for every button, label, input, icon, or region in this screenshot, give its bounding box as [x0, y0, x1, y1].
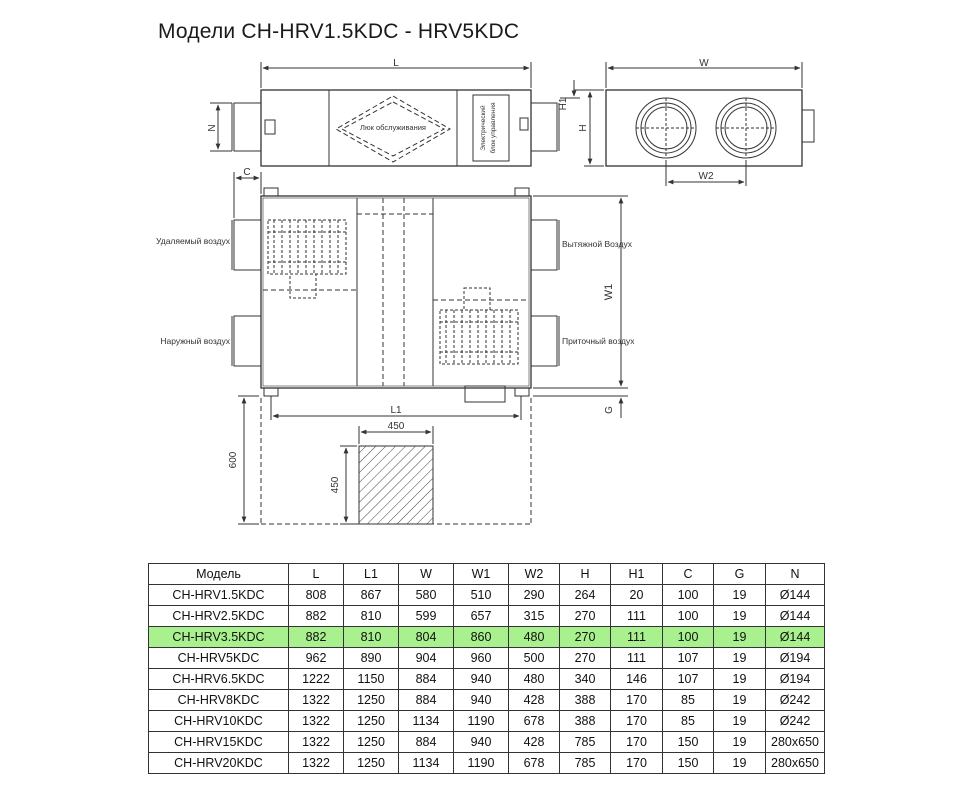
value-cell: 884 [399, 690, 454, 711]
value-cell: 860 [454, 627, 509, 648]
value-cell: 85 [663, 711, 714, 732]
value-cell: 810 [344, 627, 399, 648]
model-cell: CH-HRV5KDC [149, 648, 289, 669]
table-body [149, 585, 825, 774]
control-box-label-2: блок управления [490, 102, 497, 154]
value-cell: 1190 [454, 711, 509, 732]
model-cell: CH-HRV2.5KDC [149, 606, 289, 627]
dim-g: G [604, 406, 615, 414]
value-cell: 940 [454, 690, 509, 711]
header-cell: N [766, 564, 825, 585]
header-cell: Модель [149, 564, 289, 585]
header-cell: L1 [344, 564, 399, 585]
value-cell: 107 [663, 669, 714, 690]
value-cell: 150 [663, 753, 714, 774]
end-view [560, 62, 814, 186]
value-cell: 19 [714, 669, 766, 690]
dim-600: 600 [228, 451, 239, 469]
value-cell: 480 [509, 669, 560, 690]
value-cell: 1250 [344, 711, 399, 732]
left-duct [234, 103, 261, 151]
dim-w2: W2 [698, 171, 714, 182]
value-cell: 264 [560, 585, 611, 606]
value-cell: 170 [611, 732, 663, 753]
value-cell: 280x650 [766, 732, 825, 753]
duct-supply-out [531, 316, 557, 366]
dim-h1: H1 [558, 97, 569, 111]
value-cell: 657 [454, 606, 509, 627]
model-cell: CH-HRV8KDC [149, 690, 289, 711]
dim-n: N [207, 124, 218, 132]
value-cell: 940 [454, 669, 509, 690]
value-cell: 388 [560, 690, 611, 711]
value-cell: 270 [560, 606, 611, 627]
right-duct [531, 103, 557, 151]
value-cell: 150 [663, 732, 714, 753]
value-cell: 1222 [289, 669, 344, 690]
value-cell: 170 [611, 690, 663, 711]
value-cell: 1322 [289, 711, 344, 732]
value-cell: 19 [714, 711, 766, 732]
value-cell: 107 [663, 648, 714, 669]
dim-h: H [578, 124, 589, 132]
table-header-row [149, 564, 825, 585]
value-cell: Ø194 [766, 669, 825, 690]
value-cell: 884 [399, 669, 454, 690]
duct-circle-left [636, 98, 696, 158]
value-cell: 290 [509, 585, 560, 606]
value-cell: 19 [714, 732, 766, 753]
value-cell: 340 [560, 669, 611, 690]
dim-c: C [243, 167, 251, 178]
value-cell: 428 [509, 690, 560, 711]
table-row [149, 627, 825, 648]
value-cell: 1150 [344, 669, 399, 690]
header-cell: G [714, 564, 766, 585]
duct-circle-right [716, 98, 776, 158]
value-cell: 280x650 [766, 753, 825, 774]
model-cell: CH-HRV15KDC [149, 732, 289, 753]
value-cell: 111 [611, 648, 663, 669]
value-cell: 962 [289, 648, 344, 669]
value-cell: 170 [611, 753, 663, 774]
value-cell: 785 [560, 753, 611, 774]
header-cell: H [560, 564, 611, 585]
value-cell: 19 [714, 627, 766, 648]
value-cell: 1134 [399, 753, 454, 774]
label-exhaust-in: Удаляемый воздух [156, 236, 230, 246]
header-cell: W2 [509, 564, 560, 585]
table-row [149, 585, 825, 606]
value-cell: 804 [399, 627, 454, 648]
label-exhaust-out: Вытяжной Воздух [562, 239, 632, 249]
value-cell: 599 [399, 606, 454, 627]
model-cell: CH-HRV3.5KDC [149, 627, 289, 648]
value-cell: 867 [344, 585, 399, 606]
value-cell: Ø242 [766, 711, 825, 732]
fan-grille-left [268, 220, 346, 298]
duct-exhaust-out [531, 220, 557, 270]
value-cell: 678 [509, 753, 560, 774]
value-cell: 1250 [344, 690, 399, 711]
value-cell: 146 [611, 669, 663, 690]
model-cell: CH-HRV1.5KDC [149, 585, 289, 606]
dim-450-w: 450 [387, 421, 405, 432]
label-outdoor-in: Наружный воздух [160, 336, 230, 346]
table-row [149, 690, 825, 711]
value-cell: Ø194 [766, 648, 825, 669]
side-view [210, 62, 559, 166]
label-supply-out: Приточный воздух [562, 336, 635, 346]
value-cell: 19 [714, 606, 766, 627]
value-cell: 580 [399, 585, 454, 606]
value-cell: 19 [714, 648, 766, 669]
value-cell: 884 [399, 732, 454, 753]
value-cell: 270 [560, 627, 611, 648]
table-row [149, 606, 825, 627]
value-cell: 890 [344, 648, 399, 669]
plan-view [232, 172, 628, 420]
value-cell: 388 [560, 711, 611, 732]
value-cell: 111 [611, 627, 663, 648]
value-cell: 882 [289, 627, 344, 648]
value-cell: 810 [344, 606, 399, 627]
service-hatch-label: Люк обслуживания [360, 123, 426, 132]
value-cell: Ø144 [766, 585, 825, 606]
value-cell: 315 [509, 606, 560, 627]
value-cell: 785 [560, 732, 611, 753]
value-cell: 100 [663, 606, 714, 627]
value-cell: 808 [289, 585, 344, 606]
value-cell: 170 [611, 711, 663, 732]
model-cell: CH-HRV10KDC [149, 711, 289, 732]
model-cell: CH-HRV6.5KDC [149, 669, 289, 690]
value-cell: 940 [454, 732, 509, 753]
header-cell: C [663, 564, 714, 585]
value-cell: 85 [663, 690, 714, 711]
duct-outdoor-in [234, 316, 261, 366]
value-cell: 1134 [399, 711, 454, 732]
value-cell: Ø144 [766, 627, 825, 648]
value-cell: 100 [663, 627, 714, 648]
value-cell: 100 [663, 585, 714, 606]
header-cell: H1 [611, 564, 663, 585]
value-cell: 428 [509, 732, 560, 753]
value-cell: 111 [611, 606, 663, 627]
value-cell: 19 [714, 585, 766, 606]
value-cell: 270 [560, 648, 611, 669]
value-cell: 20 [611, 585, 663, 606]
service-space [238, 396, 531, 524]
table-row [149, 732, 825, 753]
value-cell: 480 [509, 627, 560, 648]
value-cell: 1190 [454, 753, 509, 774]
dim-w: W [699, 58, 709, 69]
value-cell: Ø242 [766, 690, 825, 711]
table-row [149, 711, 825, 732]
dim-l1: L1 [390, 405, 402, 416]
value-cell: 1322 [289, 732, 344, 753]
model-cell: CH-HRV20KDC [149, 753, 289, 774]
dim-450-h: 450 [330, 476, 341, 494]
value-cell: 19 [714, 753, 766, 774]
page-title: Модели CH-HRV1.5KDC - HRV5KDC [158, 20, 520, 43]
table-row [149, 753, 825, 774]
header-cell: W1 [454, 564, 509, 585]
value-cell: 19 [714, 690, 766, 711]
header-cell: L [289, 564, 344, 585]
value-cell: 1250 [344, 753, 399, 774]
value-cell: 1322 [289, 690, 344, 711]
value-cell: 904 [399, 648, 454, 669]
duct-exhaust-in [234, 220, 261, 270]
header-cell: W [399, 564, 454, 585]
value-cell: 960 [454, 648, 509, 669]
fan-grille-right [440, 288, 518, 364]
table-row [149, 669, 825, 690]
control-box-label-1: Электрический [480, 105, 487, 151]
dim-w1: W1 [603, 283, 615, 301]
service-hatched-area [359, 446, 433, 524]
dim-l: L [393, 58, 399, 69]
value-cell: 510 [454, 585, 509, 606]
value-cell: Ø144 [766, 606, 825, 627]
value-cell: 882 [289, 606, 344, 627]
value-cell: 1322 [289, 753, 344, 774]
table-row [149, 648, 825, 669]
value-cell: 678 [509, 711, 560, 732]
value-cell: 1250 [344, 732, 399, 753]
spec-table [148, 563, 825, 774]
value-cell: 500 [509, 648, 560, 669]
